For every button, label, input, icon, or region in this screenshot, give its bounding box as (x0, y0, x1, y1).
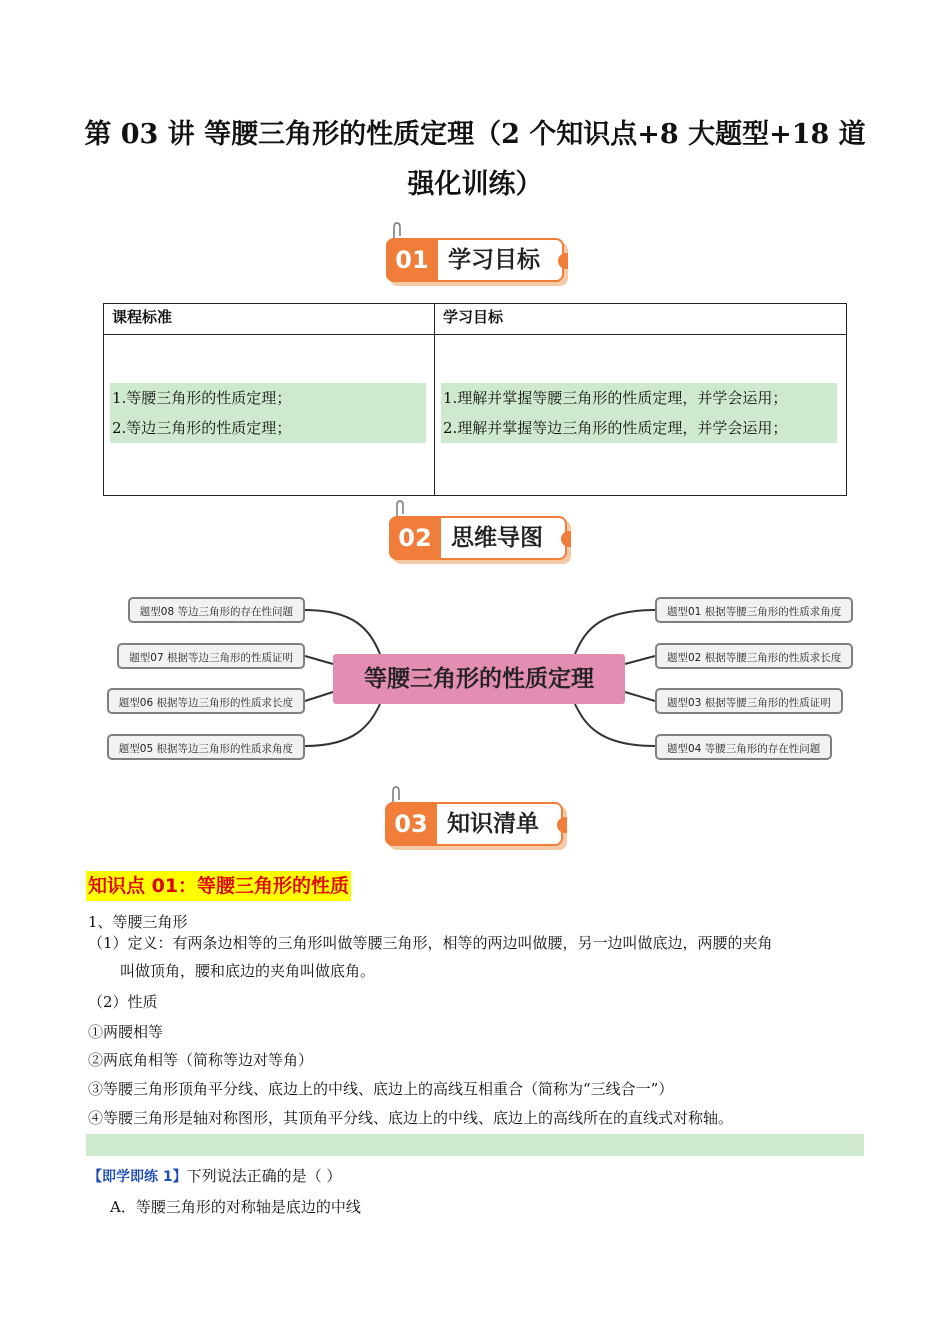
mindmap-node-left: 题型07 根据等边三角形的性质证明 (117, 643, 305, 669)
standards-cell (104, 335, 435, 496)
property-item: ③等腰三角形顶角平分线、底边上的中线、底边上的高线互相重合（简称为“三线合一”） (88, 1080, 674, 1098)
table-header-standards: 课程标准 (104, 304, 435, 335)
section-number: 03 (385, 802, 437, 846)
table-header-goals: 学习目标 (435, 304, 847, 335)
property-item: ①两腰相等 (88, 1023, 164, 1041)
definition-line-2: 叫做顶角，腰和底边的夹角叫做底角。 (120, 962, 376, 980)
property-item: ②两底角相等（简称等边对等角） (88, 1051, 314, 1069)
exercise-tag: 【即学即练 1】 (88, 1169, 187, 1185)
section-label: 思维导图 (451, 525, 543, 551)
mindmap-node-right: 题型01 根据等腰三角形的性质求角度 (655, 597, 853, 623)
mindmap-center-topic: 等腰三角形的性质定理 (333, 654, 625, 704)
section-badge-03 (385, 800, 569, 852)
section-badge-01 (386, 236, 570, 288)
section-label: 知识清单 (447, 811, 539, 837)
section-number: 02 (389, 516, 441, 560)
knowledge-heading: 1、等腰三角形 (88, 913, 188, 931)
section-label: 学习目标 (448, 247, 540, 273)
title-line-2: 强化训练） (407, 169, 543, 200)
mindmap-node-right: 题型04 等腰三角形的存在性问题 (655, 734, 832, 760)
goal-item: 1.理解并掌握等腰三角形的性质定理，并学会运用； (443, 389, 788, 407)
goals-list (441, 383, 837, 443)
objectives-table (103, 303, 847, 496)
goal-item: 2.理解并掌握等边三角形的性质定理，并学会运用； (443, 419, 788, 437)
exercise-option-a: A．等腰三角形的对称轴是底边的中线 (110, 1198, 361, 1216)
mindmap-node-right: 题型03 根据等腰三角形的性质证明 (655, 688, 843, 714)
section-number: 01 (386, 238, 438, 282)
knowledge-point-title: 知识点 01：等腰三角形的性质 (86, 871, 351, 901)
exercise-question (88, 1165, 341, 1188)
section-badge-02 (389, 514, 573, 566)
mind-map (0, 580, 950, 770)
mindmap-node-right: 题型02 根据等腰三角形的性质求长度 (655, 643, 853, 669)
standard-item: 1.等腰三角形的性质定理； (112, 389, 292, 407)
mindmap-node-left: 题型05 根据等边三角形的性质求角度 (107, 734, 305, 760)
property-heading: （2）性质 (88, 993, 158, 1011)
standards-list (110, 383, 426, 443)
goals-cell (435, 335, 847, 496)
highlight-bar (86, 1134, 864, 1156)
mindmap-node-left: 题型06 根据等边三角形的性质求长度 (107, 688, 305, 714)
definition-line-1: （1）定义：有两条边相等的三角形叫做等腰三角形，相等的两边叫做腰，另一边叫做底边，两腰的夹角 (88, 934, 773, 952)
mindmap-node-left: 题型08 等边三角形的存在性问题 (128, 597, 305, 623)
property-item: ④等腰三角形是轴对称图形，其顶角平分线、底边上的中线、底边上的高线所在的直线式对称轴。 (88, 1109, 734, 1127)
standard-item: 2.等边三角形的性质定理； (112, 419, 292, 437)
title-line-1: 第 03 讲 等腰三角形的性质定理（2 个知识点+8 大题型+18 道 (84, 119, 866, 150)
exercise-text: 下列说法正确的是（ ） (186, 1167, 342, 1185)
